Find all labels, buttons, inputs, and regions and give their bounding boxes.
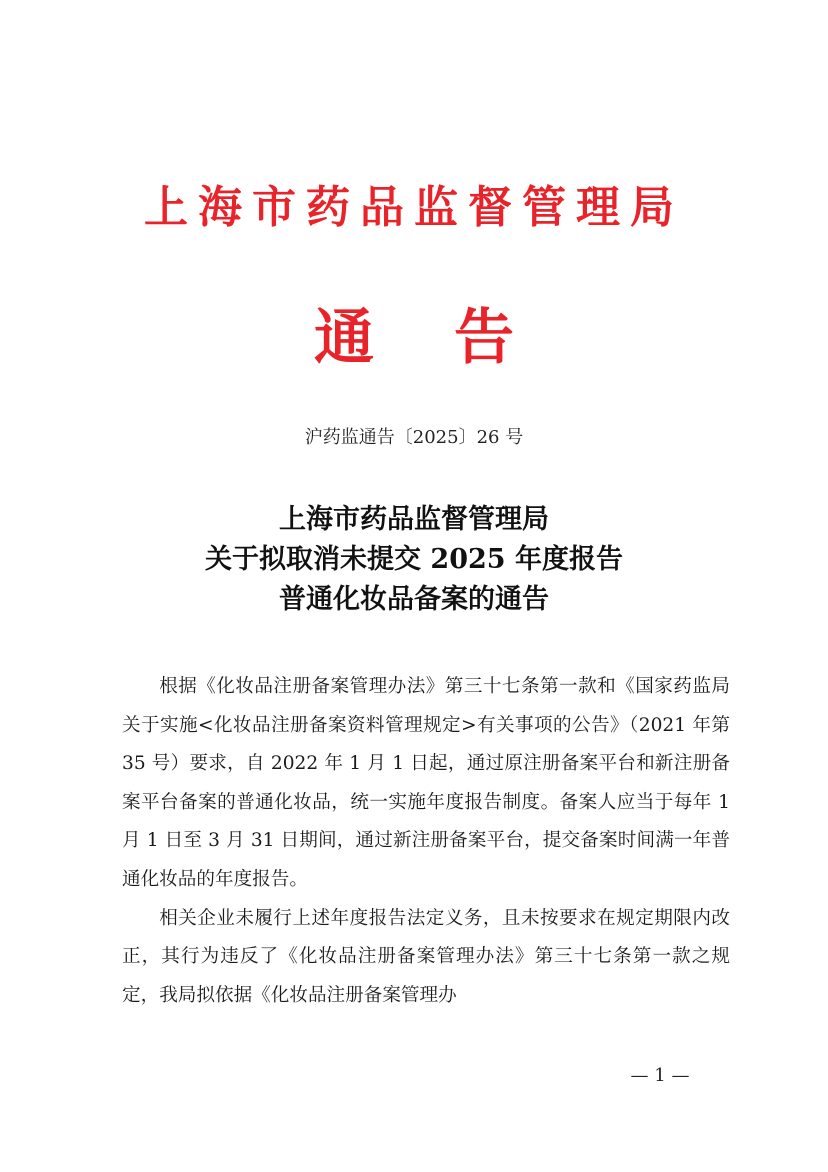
doc-type-char: 告 [454, 303, 514, 373]
document-type-title [0, 298, 828, 378]
document-number: 沪药监通告〔2025〕26 号 [304, 427, 524, 448]
title-line: 关于拟取消未提交 2025 年度报告 [205, 544, 623, 575]
notice-title [0, 500, 828, 620]
notice-body [122, 668, 730, 1015]
body-paragraph: 根据《化妆品注册备案管理办法》第三十七条第一款和《国家药监局关于实施<化妆品注册备案资料管理规定>有关事项的公告》（2021 年第 35 号）要求，自 2022 年 1 月 1 日起，通过原注册备案平台和新注册备案平台备案的普通化妆品，统一实施年度报告制度。备案人应当于每年 1 月 1 日至 3 月 31 日期间，通过新注册备案平台，提交备案时间满一年普通化妆品的年度报告。 [122, 676, 730, 890]
body-paragraph: 相关企业未履行上述年度报告法定义务，且未按要求在规定期限内改正，其行为违反了《化妆品注册备案管理办法》第三十七条第一款之规定，我局拟依据《化妆品注册备案管理办 [122, 907, 730, 1006]
agency-header: 上海市药品监督管理局 [144, 182, 684, 233]
doc-type-char: 通 [314, 303, 374, 373]
page-number: — 1 — [630, 1065, 690, 1086]
title-line: 上海市药品监督管理局 [279, 504, 549, 535]
title-line: 普通化妆品备案的通告 [279, 584, 549, 615]
